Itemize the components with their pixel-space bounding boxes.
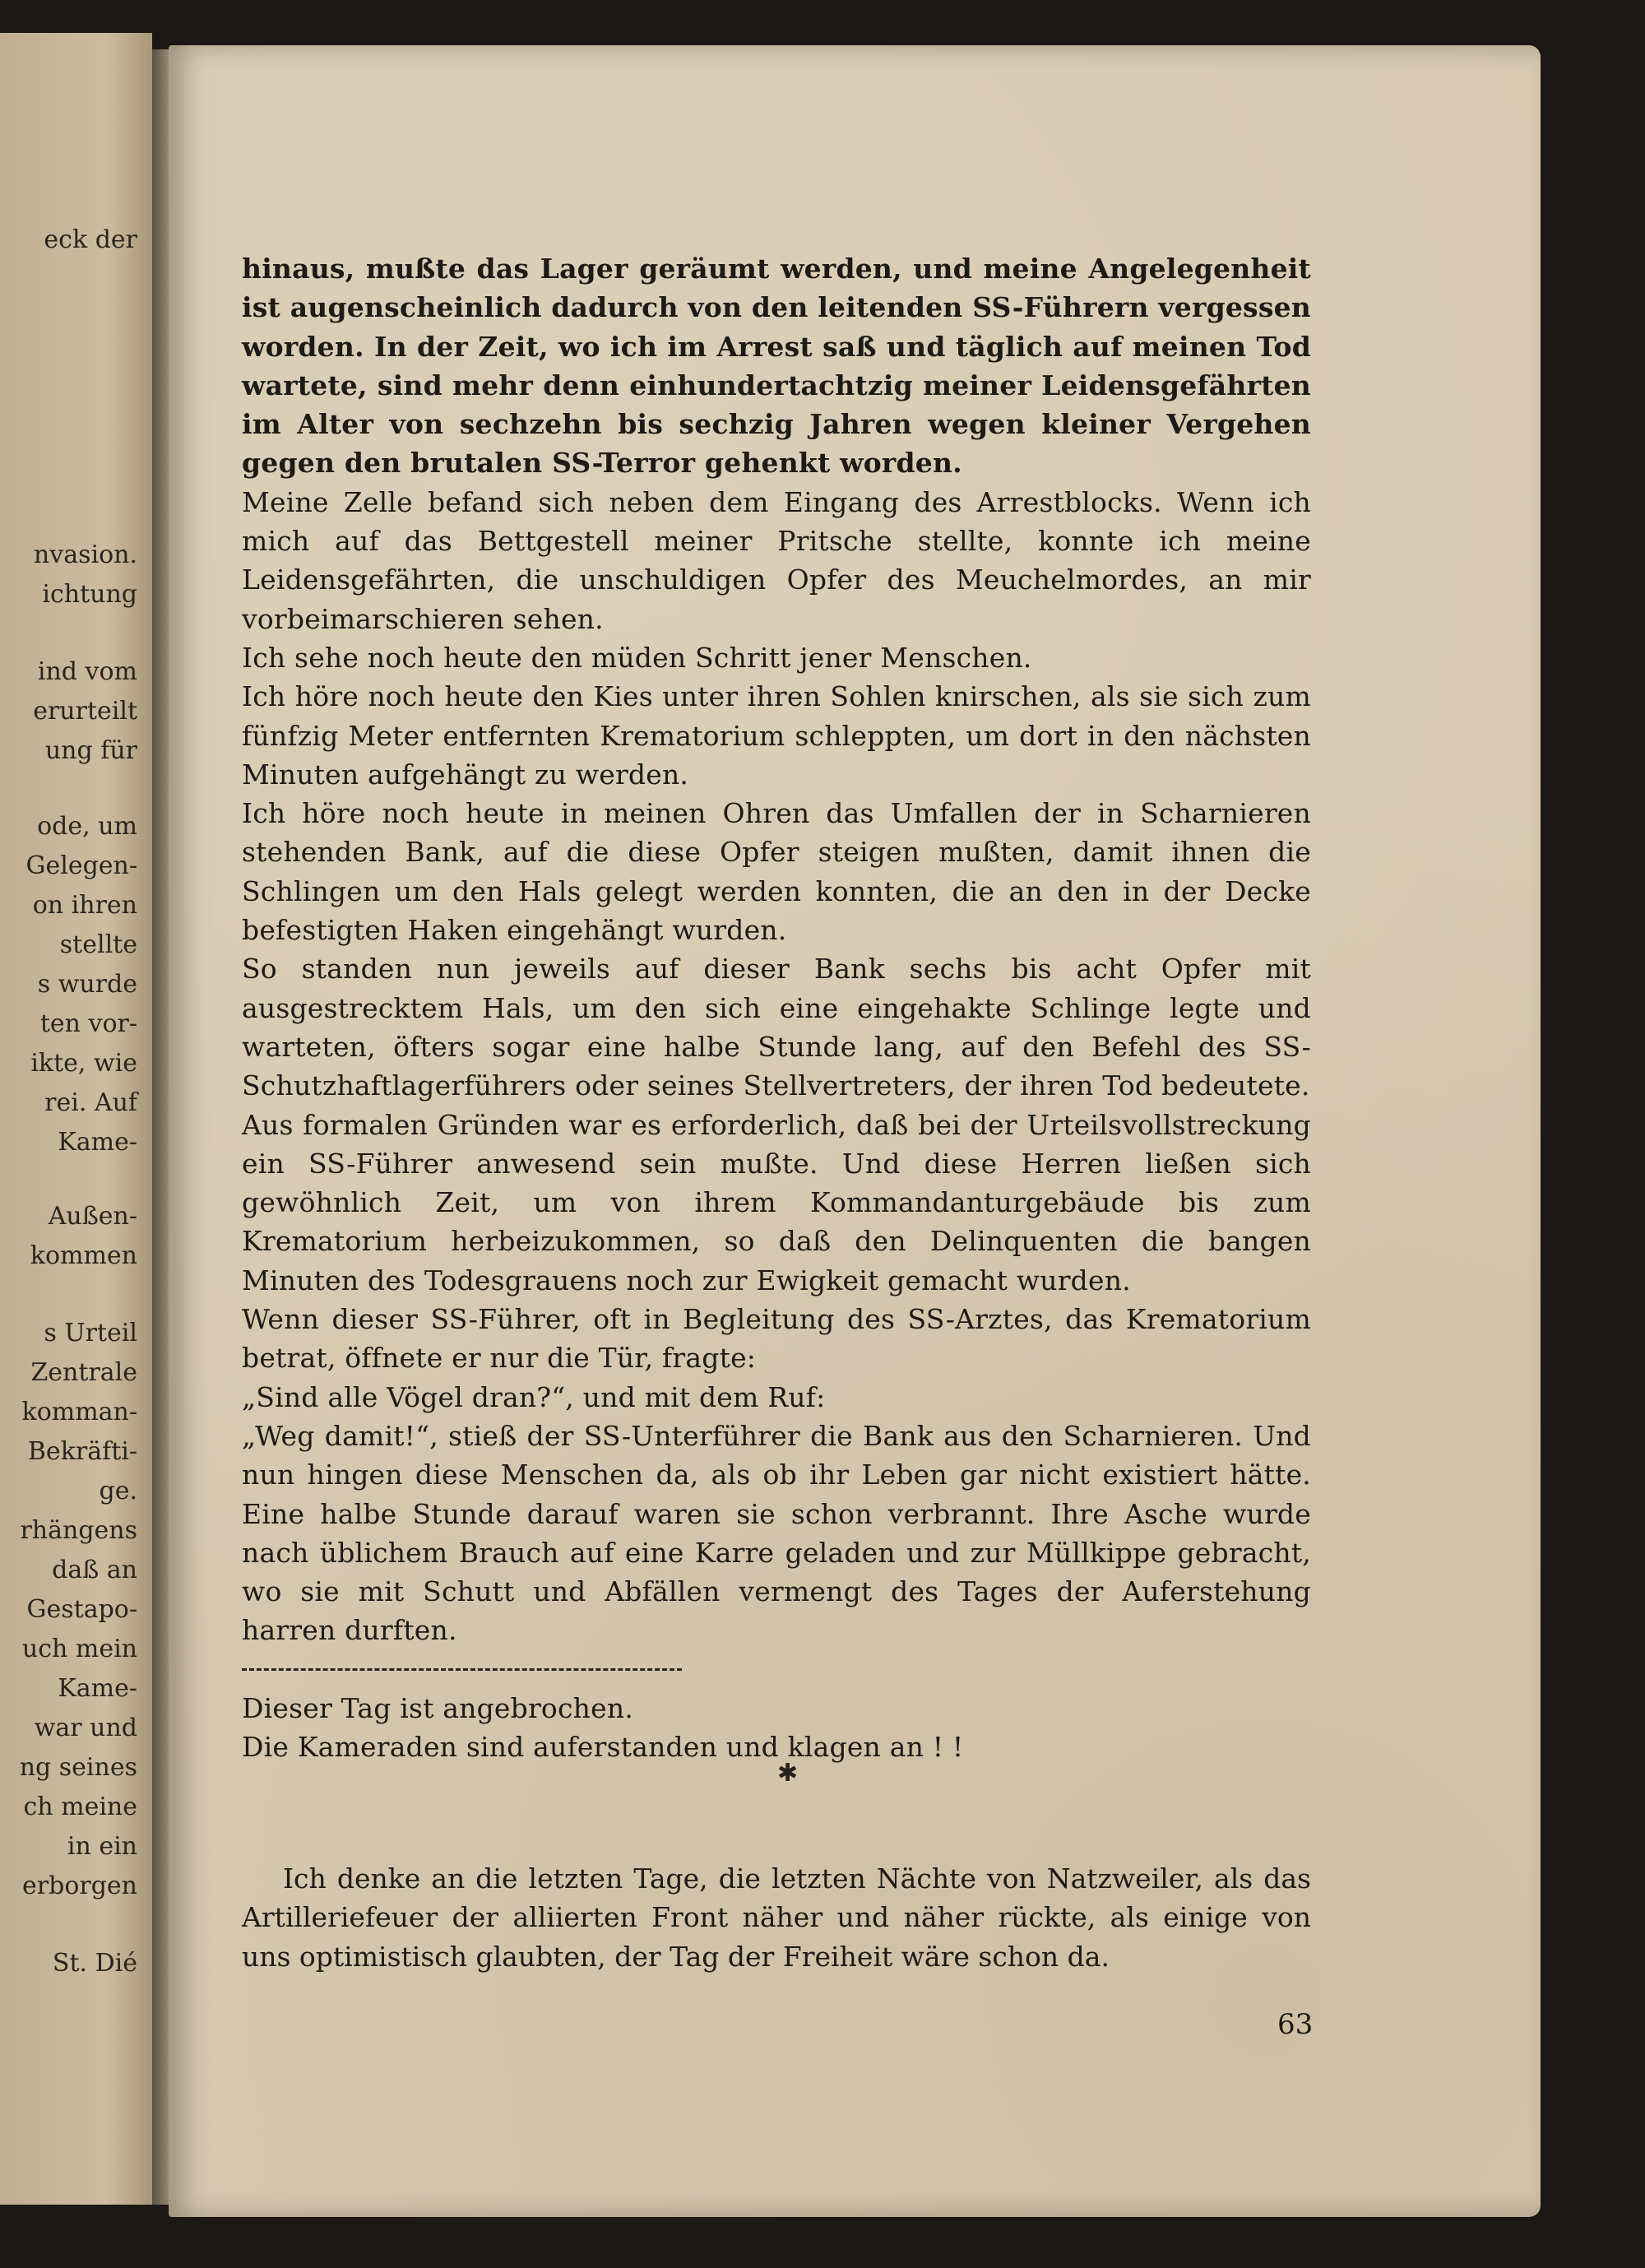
left-page-fragment: s wurde bbox=[37, 970, 137, 999]
left-page-fragment: ichtung bbox=[42, 580, 137, 609]
page-number: 63 bbox=[1277, 2008, 1314, 2041]
paragraph: „Weg damit!“, stieß der SS-Unterführer die Bank aus den Scharnieren. Und nun hingen diese Menschen da, als ob ihr Leben gar nicht existiert hätte. Eine halbe Stunde darauf waren sie schon verbrannt. Ihre Asche wurde nach üblichem Brauch auf eine Karre geladen und zur Müllkippe gebracht, wo sie mit Schutt und Abfällen vermengt des Tages der Auferstehung harren durften. bbox=[242, 1419, 1311, 1647]
left-page-fragment: Bekräfti- bbox=[27, 1437, 137, 1466]
left-page-fragment: erborgen bbox=[22, 1871, 137, 1900]
left-page-fragment: in ein bbox=[67, 1832, 137, 1861]
left-page-fragment: Kame- bbox=[58, 1674, 137, 1703]
left-page-fragment: daß an bbox=[52, 1556, 137, 1584]
left-page-fragment: kommen bbox=[30, 1241, 137, 1270]
paragraph: Ich höre noch heute in meinen Ohren das Umfallen der in Scharnieren stehenden Bank, auf die diese Opfer steigen mußten, damit ihnen die Schlingen um den Hals gelegt werden konnten, die an den in der Decke befestigten Haken eingehängt wurden. bbox=[242, 797, 1311, 947]
ending-line: Dieser Tag ist angebrochen. bbox=[242, 1691, 634, 1724]
left-page-fragment: rei. Auf bbox=[44, 1088, 137, 1117]
paragraph: Meine Zelle befand sich neben dem Eingang des Arrestblocks. Wenn ich mich auf das Bettgestell meiner Pritsche stellte, konnte ich meine Leidensgefährten, die unschuldigen Opfer des Meuchelmordes, an mir vorbeimarschieren sehen. bbox=[242, 485, 1311, 635]
final-paragraph: Ich denke an die letzten Tage, die letzten Nächte von Natzweiler, als das Artilleriefeuer der alliierten Front näher und näher rückte, als einige von uns optimistisch glaubten, der Tag der Freiheit wäre schon da. bbox=[242, 1862, 1311, 1973]
left-page-fragment: rhängens bbox=[20, 1516, 137, 1545]
opening-paragraph: hinaus, mußte das Lager geräumt werden, und meine Angelegenheit ist augenscheinlich dadurch von den leitenden SS-Führern vergessen worden. In der Zeit, wo ich im Arrest saß und täglich auf meinen Tod wartete, sind mehr denn einhundertachtzig meiner Leidensgefährten im Alter von sechzehn bis sechzig Jahren wegen kleiner Vergehen gegen den brutalen SS-Terror gehenkt worden. bbox=[242, 253, 1311, 480]
left-page-fragment: ind vom bbox=[37, 657, 137, 686]
left-page-fragment: ch meine bbox=[23, 1793, 137, 1821]
left-page-fragment: Zentrale bbox=[30, 1358, 137, 1387]
paragraph: „Sind alle Vögel dran?“, und mit dem Ruf: bbox=[242, 1380, 826, 1413]
paragraph: Wenn dieser SS-Führer, oft in Begleitung des SS-Arztes, das Krematorium betrat, öffnete er nur die Tür, fragte: bbox=[242, 1303, 1311, 1375]
page-body-text bbox=[242, 249, 1311, 1766]
left-page-fragment: ode, um bbox=[37, 812, 137, 841]
left-page-fragment: Gelegen- bbox=[25, 851, 137, 880]
left-page-fragment: erurteilt bbox=[33, 697, 137, 726]
final-paragraph-block bbox=[242, 1859, 1311, 1976]
left-page-fragment: war und bbox=[34, 1714, 137, 1742]
paragraph: Ich höre noch heute den Kies unter ihren Sohlen knirschen, als sie sich zum fünfzig Meter entfernten Krematorium schleppten, um dort in den nächsten Minuten aufgehängt zu werden. bbox=[242, 680, 1311, 791]
paragraph: Aus formalen Gründen war es erforderlich, daß bei der Urteilsvollstreckung ein SS-Führer anwesend sein mußte. Und diese Herren ließen sich gewöhnlich Zeit, um von ihrem Kommandanturgebäude bis zum Krematorium herbeizukommen, so daß den Delinquenten die bangen Minuten des Todesgrauens noch zur Ewigkeit gemacht wurden. bbox=[242, 1108, 1311, 1296]
left-page-fragment: s Urteil bbox=[44, 1319, 137, 1347]
left-page-fragment: ung für bbox=[44, 736, 137, 765]
left-page-fragment: Kame- bbox=[58, 1128, 137, 1157]
paragraph: Ich sehe noch heute den müden Schritt jener Menschen. bbox=[242, 641, 1032, 674]
left-page-fragment: ten vor- bbox=[39, 1009, 137, 1038]
previous-page-edge bbox=[0, 33, 152, 2205]
ending-line: Die Kameraden sind auferstanden und klagen an ! ! bbox=[242, 1730, 964, 1763]
left-page-fragment: on ihren bbox=[32, 891, 137, 920]
left-page-fragment: komman- bbox=[21, 1398, 137, 1426]
left-page-fragment: Außen- bbox=[48, 1202, 137, 1231]
left-page-fragment: nvasion. bbox=[33, 540, 137, 569]
left-page-fragment: uch mein bbox=[21, 1635, 137, 1663]
book-page bbox=[169, 45, 1541, 2217]
left-page-fragment: ge. bbox=[99, 1477, 137, 1505]
left-page-fragment: Gestapo- bbox=[26, 1595, 137, 1624]
left-page-fragment: ng seines bbox=[19, 1753, 137, 1782]
left-page-fragment: St. Dié bbox=[52, 1949, 137, 1978]
paragraph: So standen nun jeweils auf dieser Bank sechs bis acht Opfer mit ausgestrecktem Hals, um den sich eine eingehakte Schlinge legte und warteten, öfters sogar eine halbe Stunde lang, auf den Befehl des SS-Schutzhaftlagerführers oder seines Stellvertreters, der ihren Tod bedeutete. bbox=[242, 953, 1311, 1102]
dashed-separator bbox=[242, 1650, 1311, 1689]
left-page-fragment: eck der bbox=[44, 225, 137, 254]
left-page-fragment: ikte, wie bbox=[30, 1049, 137, 1078]
section-ornament: ✱ bbox=[777, 1759, 799, 1788]
left-page-fragment: stellte bbox=[59, 930, 137, 959]
